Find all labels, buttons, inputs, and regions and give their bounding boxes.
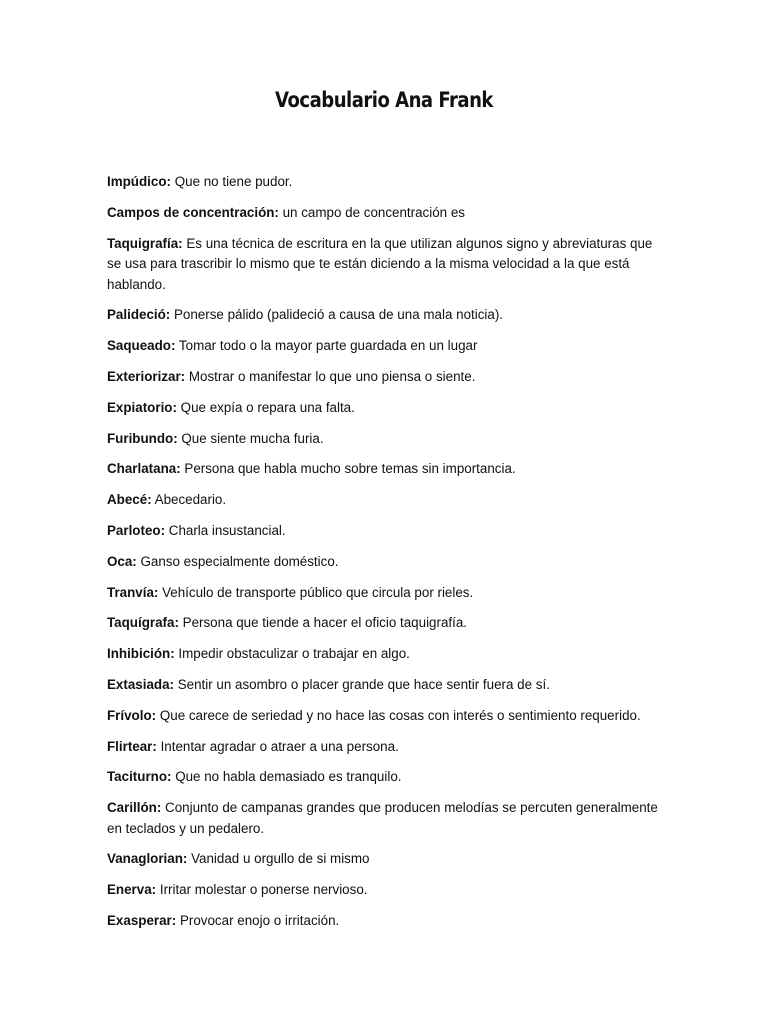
vocabulary-entry xyxy=(107,203,667,224)
entry-definition: Que siente mucha furia. xyxy=(177,430,324,446)
vocabulary-list xyxy=(107,172,667,942)
entry-definition: Impedir obstaculizar o trabajar en algo. xyxy=(174,646,410,662)
entry-definition: Intentar agradar o atraer a una persona. xyxy=(156,738,399,754)
entry-term: Taciturno: xyxy=(107,769,172,785)
entry-definition: Que expía o repara una falta. xyxy=(176,399,355,415)
entry-term: Extasiada: xyxy=(107,676,174,692)
entry-term: Tranvía: xyxy=(107,584,159,600)
entry-term: Furibundo: xyxy=(107,430,178,446)
vocabulary-entry xyxy=(107,172,667,193)
entry-term: Frívolo: xyxy=(107,707,157,723)
entry-definition: Ponerse pálido (palideció a causa de una mala noticia). xyxy=(170,307,504,323)
entry-term: Taquígrafa: xyxy=(107,615,179,631)
vocabulary-entry xyxy=(107,367,667,388)
document-title: Vocabulario Ana Frank xyxy=(275,88,493,112)
vocabulary-entry xyxy=(107,521,667,542)
entry-term: Exasperar: xyxy=(107,913,177,929)
entry-term: Inhibición: xyxy=(107,646,175,662)
vocabulary-entry xyxy=(107,644,667,665)
entry-definition: Sentir un asombro o placer grande que hace sentir fuera de sí. xyxy=(174,676,550,692)
vocabulary-entry xyxy=(107,798,667,839)
entry-definition: Mostrar o manifestar lo que uno piensa o siente. xyxy=(185,368,476,384)
vocabulary-entry xyxy=(107,613,667,634)
vocabulary-entry xyxy=(107,234,667,296)
entry-definition: Irritar molestar o ponerse nervioso. xyxy=(156,882,368,898)
vocabulary-entry xyxy=(107,911,667,932)
entry-definition: Persona que tiende a hacer el oficio taquigrafía. xyxy=(178,615,468,631)
entry-definition: Tomar todo o la mayor parte guardada en un lugar xyxy=(175,338,478,354)
entry-term: Parloteo: xyxy=(107,522,166,538)
vocabulary-entry xyxy=(107,398,667,419)
entry-term: Palideció: xyxy=(107,307,171,323)
entry-term: Exteriorizar: xyxy=(107,368,186,384)
entry-term: Carillón: xyxy=(107,800,162,816)
vocabulary-entry xyxy=(107,767,667,788)
entry-definition: Que carece de seriedad y no hace las cosas con interés o sentimiento requerido. xyxy=(156,707,641,723)
entry-term: Charlatana: xyxy=(107,461,181,477)
vocabulary-entry xyxy=(107,305,667,326)
entry-term: Flirtear: xyxy=(107,738,157,754)
entry-definition: Ganso especialmente doméstico. xyxy=(136,553,339,569)
vocabulary-entry xyxy=(107,737,667,758)
entry-term: Abecé: xyxy=(107,492,152,508)
entry-definition: Abecedario. xyxy=(151,492,227,508)
entry-definition: Provocar enojo o irritación. xyxy=(176,913,340,929)
entry-term: Expiatorio: xyxy=(107,399,177,415)
entry-definition: Que no habla demasiado es tranquilo. xyxy=(171,769,402,785)
entry-definition: un campo de concentración es xyxy=(278,204,465,220)
vocabulary-entry xyxy=(107,675,667,696)
vocabulary-entry xyxy=(107,706,667,727)
entry-term: Oca: xyxy=(107,553,137,569)
entry-definition: Persona que habla mucho sobre temas sin importancia. xyxy=(180,461,516,477)
entry-definition: Vehículo de transporte público que circula por rieles. xyxy=(158,584,474,600)
entry-term: Saqueado: xyxy=(107,338,176,354)
vocabulary-entry xyxy=(107,336,667,357)
vocabulary-entry xyxy=(107,459,667,480)
vocabulary-entry xyxy=(107,583,667,604)
vocabulary-entry xyxy=(107,849,667,870)
entry-term: Taquigrafía: xyxy=(107,235,183,251)
entry-term: Enerva: xyxy=(107,882,157,898)
entry-definition: Es una técnica de escritura en la que utilizan algunos signo y abreviaturas que se usa para trascribir lo mismo que te están diciendo a la misma velocidad a la que está hablando. xyxy=(107,235,653,292)
entry-definition: Que no tiene pudor. xyxy=(170,174,293,189)
vocabulary-entry xyxy=(107,552,667,573)
entry-definition: Charla insustancial. xyxy=(165,522,286,538)
vocabulary-entry xyxy=(107,429,667,450)
entry-definition: Vanidad u orgullo de si mismo xyxy=(187,851,370,867)
entry-term: Vanaglorian: xyxy=(107,851,188,867)
vocabulary-entry xyxy=(107,880,667,901)
vocabulary-entry xyxy=(107,490,667,511)
entry-definition: Conjunto de campanas grandes que producen melodías se percuten generalmente en teclados y un pedalero. xyxy=(107,800,658,836)
entry-term: Impúdico: xyxy=(107,174,171,189)
entry-term: Campos de concentración: xyxy=(107,204,279,220)
